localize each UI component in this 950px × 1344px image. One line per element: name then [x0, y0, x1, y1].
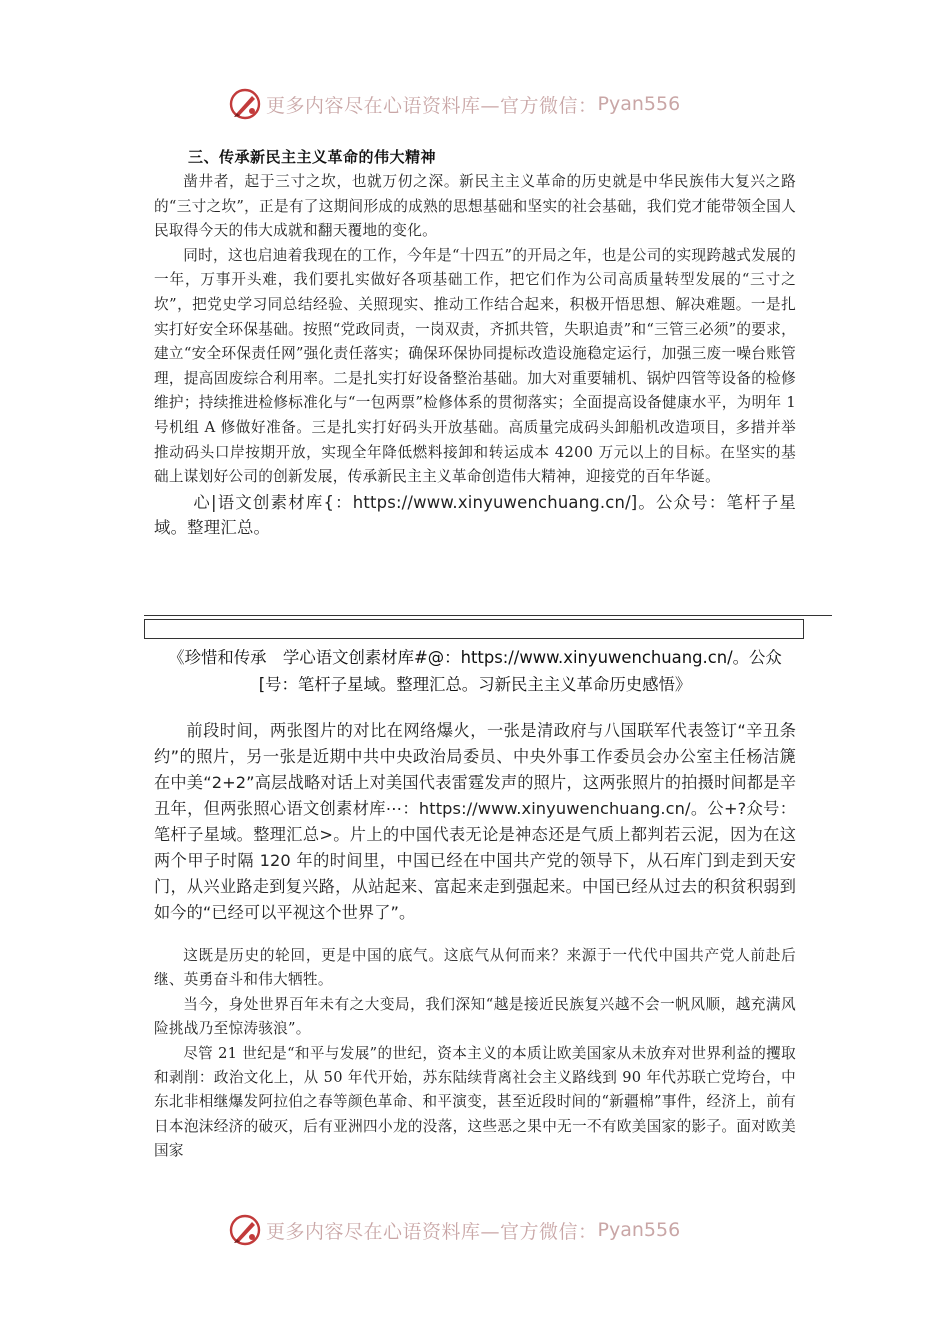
banner-text: 更多内容尽在心语资料库—官方微信： [266, 94, 598, 117]
divider-rule [144, 615, 832, 616]
banner-text: 更多内容尽在心语资料库—官方微信： [266, 1220, 598, 1243]
section-source-note: 心|语文创素材库{：https://www.xinyuwenchuang.cn/]。公众号：笔杆子星域。整理汇总。 [154, 492, 796, 537]
banner-wechat-id: Pyan556 [597, 1219, 681, 1241]
article-paragraph-4: 尽管 21 世纪是“和平与发展”的世纪，资本主义的本质让欧美国家从未放弃对世界利益的攫取和剥削：政治文化上，从 50 年代开始，苏东陆续背离社会主义路线到 90 年代苏联亡党垮台，中东北非相继爆发阿拉伯之春等颜色革命、和平演变，甚至近段时间的“新疆棉”事件，经济上，前有日本泡沫经济的破灭，后有亚洲四小龙的没落，这些恶之果中无一不有欧美国家的影子。面对欧美国家 [154, 1044, 796, 1160]
section-paragraph-1: 凿井者，起于三寸之坎，也就万仞之深。新民主主义革命的历史就是中华民族伟大复兴之路的“三寸之坎”，正是有了这期间形成的成熟的思想基础和坚实的社会基础，我们党才能带领全国人民取得今天的伟大成就和翻天覆地的变化。 [154, 173, 796, 240]
article-intro [154, 718, 796, 926]
section-title: 三、传承新民主主义革命的伟大精神 [188, 148, 437, 166]
pen-logo-icon [228, 1213, 262, 1247]
article-title: 《珍惜和传承 学心语文创素材库#@：https://www.xinyuwenchuang.cn/。公众[号：笔杆子星域。整理汇总。习新民主主义革命历史感悟》 [168, 648, 782, 694]
pen-logo-icon [228, 87, 262, 121]
banner-wechat-id: Pyan556 [597, 93, 681, 115]
header-banner [228, 86, 748, 122]
section-body [154, 170, 796, 540]
empty-box [144, 619, 804, 639]
article-paragraph-1: 前段时间，两张图片的对比在网络爆火，一张是清政府与八国联军代表签订“辛丑条约”的照片，另一张是近期中共中央政治局委员、中央外事工作委员会办公室主任杨洁篪在中美“2+2”高层战略对话上对美国代表雷霆发声的照片，这两张照片的拍摄时间都是辛丑年，但两张照心语文创素材库⋯：https://www.xinyuwenchuang.cn/。公+?众号：笔杆子星域。整理汇总>。片上的中国代表无论是神态还是气质上都判若云泥，因为在这两个甲子时隔 120 年的时间里，中国已经在中国共产党的领导下，从石库门到走到天安门，从兴业路走到复兴路，从站起来、富起来走到强起来。中国已经从过去的积贫积弱到如今的“已经可以平视这个世界了”。 [154, 721, 796, 922]
footer-banner [228, 1212, 748, 1248]
article-paragraph-3: 当今，身处世界百年未有之大变局，我们深知“越是接近民族复兴越不会一帆风顺，越充满风险挑战乃至惊涛骇浪”。 [154, 995, 796, 1038]
section-paragraph-2: 同时，这也启迪着我现在的工作，今年是“十四五”的开局之年，也是公司的实现跨越式发展的一年，万事开头难，我们要扎实做好各项基础工作，把它们作为公司高质量转型发展的“三寸之坎”，把党史学习同总结经验、关照现实、推动工作结合起来，积极开悟思想、解决难题。一是扎实打好安全环保基础。按照“党政同责，一岗双责，齐抓共管，失职追责”和“三管三必须”的要求，建立“安全环保责任网”强化责任落实；确保环保协同提标改造设施稳定运行，加强三废一噪台账管理，提高固废综合利用率。二是扎实打好设备整治基础。加大对重要辅机、锅炉四管等设备的检修维护；持续推进检修标准化与“一包两票”检修体系的贯彻落实；全面提高设备健康水平，为明年 1 号机组 A 修做好准备。三是扎实打好码头开放基础。高质量完成码头卸船机改造项目，多措并举推动码头口岸按期开放，实现全年降低燃料接卸和转运成本 4200 万元以上的目标。在坚实的基础上谋划好公司的创新发展，传承新民主主义革命创造伟大精神，迎接党的百年华诞。 [154, 246, 796, 486]
article-paragraph-2: 这既是历史的轮回，更是中国的底气。这底气从何而来？来源于一代代中国共产党人前赴后继、英勇奋斗和伟大牺牲。 [154, 947, 796, 989]
article-body [154, 944, 796, 1164]
